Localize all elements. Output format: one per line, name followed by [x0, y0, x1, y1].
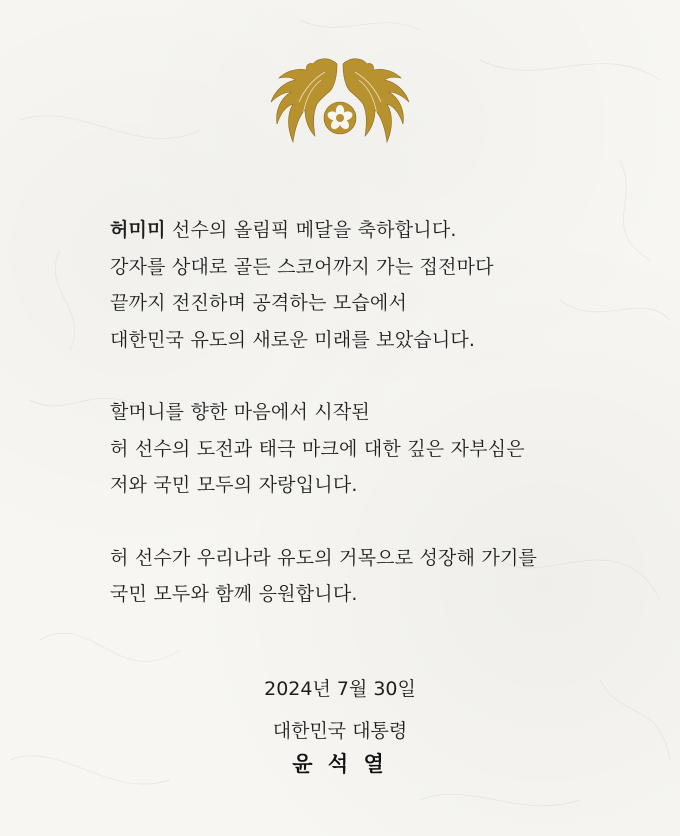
letter-line: 할머니를 향한 마음에서 시작된: [110, 401, 370, 423]
paragraph-1: [110, 212, 630, 358]
letter-date: 2024년 7월 30일: [264, 678, 416, 700]
paragraph-2: [110, 394, 630, 504]
letter-line: 끝까지 전진하며 공격하는 모습에서: [110, 292, 408, 314]
letter-body: [110, 212, 630, 649]
letter-line: 허 선수가 우리나라 유도의 거목으로 성장해 가기를: [110, 546, 538, 569]
letter-line: 저와 국민 모두의 자랑입니다.: [110, 474, 358, 496]
sender-name: 윤 석 열: [292, 752, 388, 776]
letter-line: 국민 모두와 함께 응원합니다.: [110, 583, 358, 605]
letter-line: 허 선수의 도전과 태극 마크에 대한 깊은 자부심은: [110, 437, 525, 460]
letter-line: 대한민국 유도의 새로운 미래를 보았습니다.: [110, 328, 476, 351]
letter-line: 허미미 선수의 올림픽 메달을 축하합니다.: [110, 219, 457, 241]
sender-title: 대한민국 대통령: [272, 720, 408, 742]
athlete-name: 허미미: [110, 219, 166, 241]
letter-line: 강자를 상대로 골든 스코어까지 가는 접전마다: [110, 255, 494, 278]
presidential-phoenix-emblem-icon: [265, 54, 415, 150]
paragraph-3: [110, 540, 630, 613]
